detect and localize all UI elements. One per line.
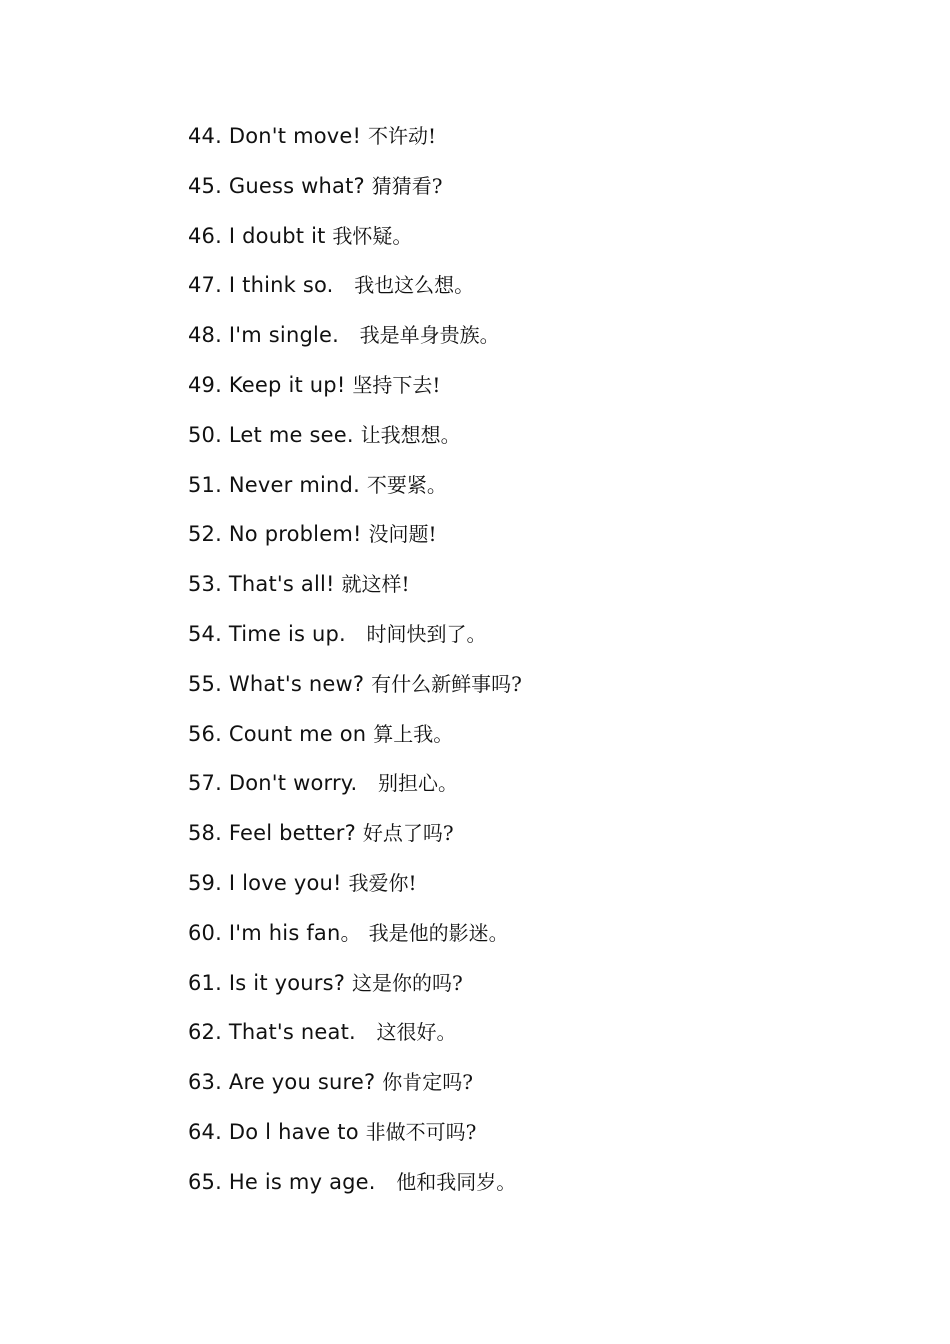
phrase-line — [188, 166, 522, 216]
english-phrase: 57. Don't worry. — [188, 771, 378, 796]
english-phrase: 48. I'm single. — [188, 323, 360, 348]
english-phrase: 45. Guess what? — [188, 173, 372, 198]
chinese-translation: 他和我同岁。 — [396, 1169, 517, 1194]
chinese-translation: 有什么新鲜事吗? — [371, 671, 522, 696]
chinese-translation: 就这样! — [341, 572, 410, 597]
english-phrase: 61. Is it yours? — [188, 970, 353, 995]
english-phrase: 56. Count me on — [188, 721, 374, 746]
phrase-line — [188, 216, 522, 266]
phrase-line — [188, 265, 522, 315]
chinese-translation: 不要紧。 — [366, 472, 447, 497]
english-phrase: 46. I doubt it — [188, 223, 333, 248]
phrase-line — [188, 664, 522, 714]
chinese-translation: 这是你的吗? — [352, 970, 463, 995]
english-phrase: 52. No problem! — [188, 522, 369, 547]
phrase-line — [188, 1012, 522, 1062]
chinese-translation: 我也这么想。 — [354, 273, 475, 298]
chinese-translation: 我爱你! — [348, 870, 417, 895]
english-phrase: 65. He is my age. — [188, 1169, 397, 1194]
phrase-line — [188, 365, 522, 415]
phrase-line — [188, 465, 522, 515]
chinese-translation: 你肯定吗? — [382, 1070, 473, 1095]
chinese-translation: 没问题! — [368, 522, 437, 547]
phrase-line — [188, 514, 522, 564]
english-phrase: 50. Let me see. — [188, 422, 361, 447]
chinese-translation: 非做不可吗? — [365, 1119, 477, 1144]
english-phrase: 47. I think so. — [188, 273, 355, 298]
english-phrase: 58. Feel better? — [188, 821, 363, 846]
english-phrase: 60. I'm his fan。 — [188, 920, 369, 945]
chinese-translation: 我是他的影迷。 — [368, 920, 509, 945]
phrase-line — [188, 564, 522, 614]
phrase-list — [188, 116, 522, 1212]
chinese-translation: 猜猜看? — [371, 173, 443, 198]
chinese-translation: 算上我。 — [373, 721, 454, 746]
chinese-translation: 坚持下去! — [352, 372, 441, 397]
phrase-line — [188, 1162, 522, 1212]
phrase-line — [188, 913, 522, 963]
chinese-translation: 好点了吗? — [362, 821, 454, 846]
english-phrase: 49. Keep it up! — [188, 372, 353, 397]
chinese-translation: 时间快到了。 — [366, 621, 487, 646]
chinese-translation: 我是单身贵族。 — [359, 323, 500, 348]
english-phrase: 55. What's new? — [188, 671, 372, 696]
english-phrase: 44. Don't move! — [188, 124, 369, 148]
phrase-line — [188, 315, 522, 365]
chinese-translation: 这很好。 — [376, 1020, 457, 1045]
chinese-translation: 别担心。 — [377, 771, 458, 796]
chinese-translation: 让我想想。 — [360, 422, 461, 447]
phrase-line — [188, 963, 522, 1013]
phrase-line — [188, 1062, 522, 1112]
phrase-line — [188, 415, 522, 465]
english-phrase: 63. Are you sure? — [188, 1070, 383, 1095]
phrase-line — [188, 116, 522, 166]
english-phrase: 62. That's neat. — [188, 1020, 377, 1045]
english-phrase: 64. Do l have to — [188, 1119, 366, 1144]
english-phrase: 54. Time is up. — [188, 621, 367, 646]
english-phrase: 51. Never mind. — [188, 472, 367, 497]
phrase-line — [188, 714, 522, 764]
phrase-line — [188, 614, 522, 664]
phrase-line — [188, 863, 522, 913]
chinese-translation: 我怀疑。 — [332, 223, 413, 248]
phrase-line — [188, 1112, 522, 1162]
phrase-line — [188, 813, 522, 863]
english-phrase: 53. That's all! — [188, 572, 342, 597]
phrase-line — [188, 763, 522, 813]
chinese-translation: 不许动! — [368, 124, 437, 148]
english-phrase: 59. I love you! — [188, 870, 349, 895]
